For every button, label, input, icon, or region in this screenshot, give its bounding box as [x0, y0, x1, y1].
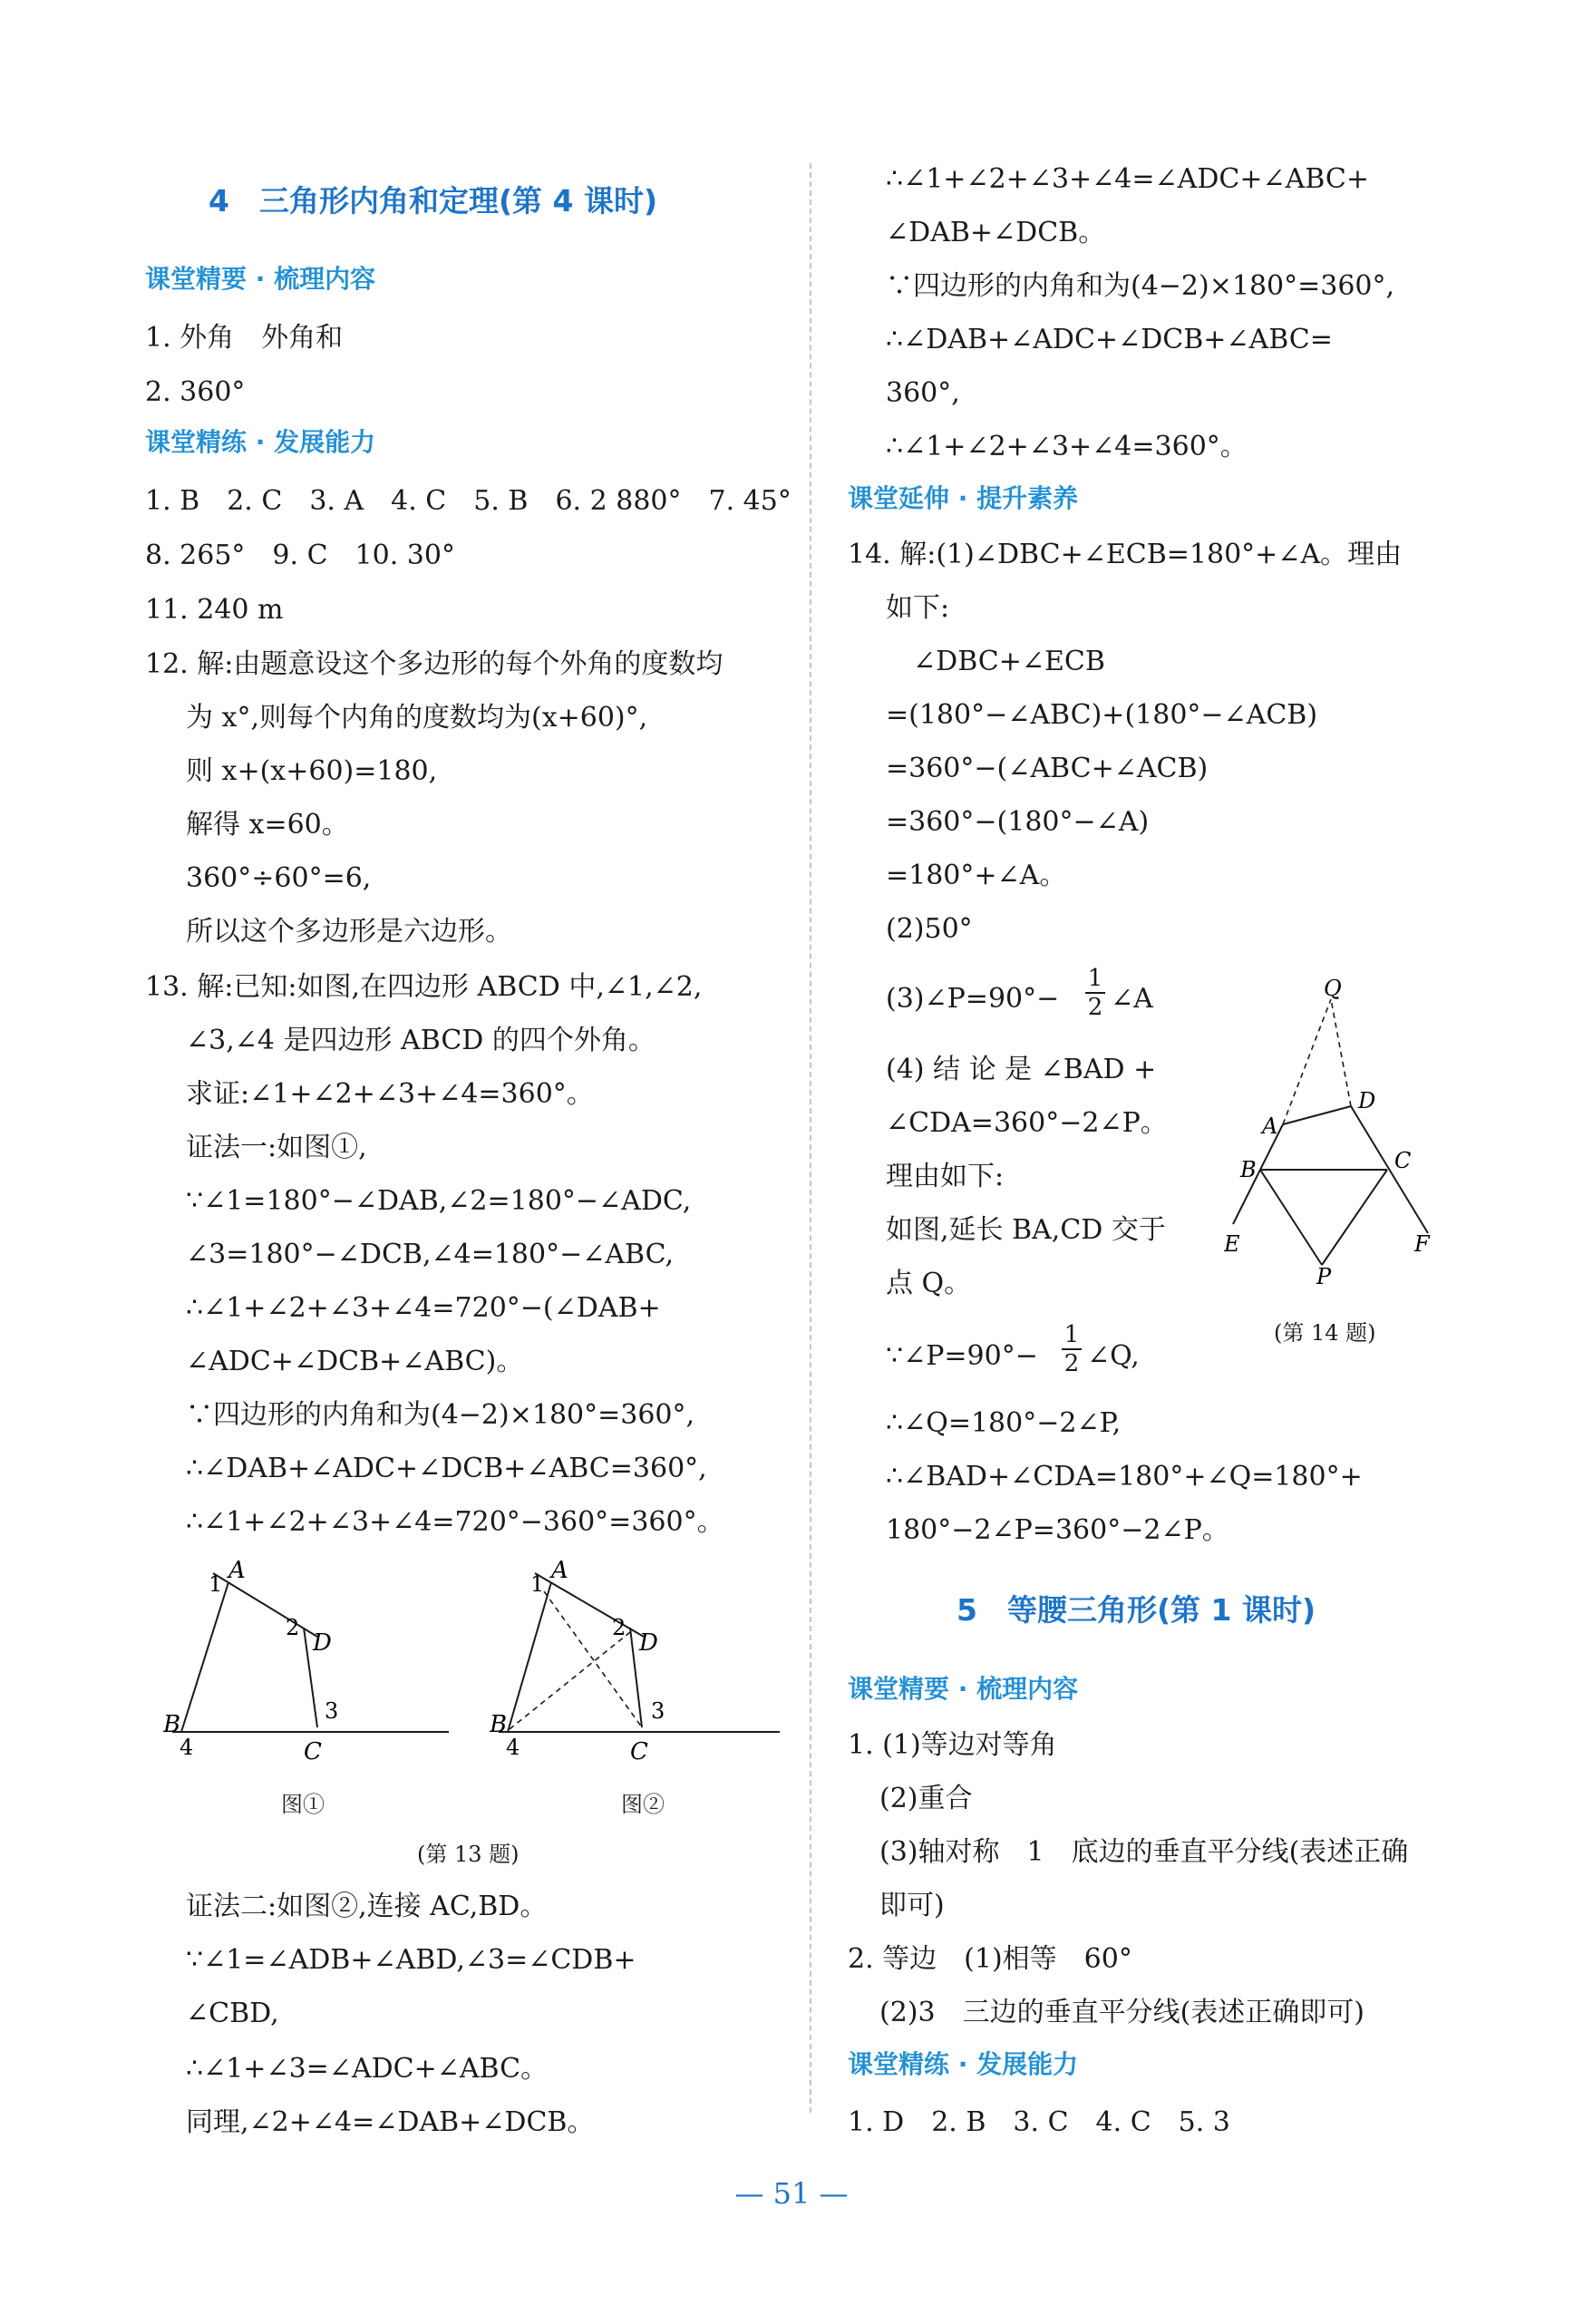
answer-line: 360°÷60°=6,: [186, 862, 372, 894]
heading-key-points-2: 课堂精要 · 梳理内容: [848, 1674, 1079, 1704]
answer-line: 点 Q。: [886, 1268, 972, 1299]
answer-line: =(180°−∠ABC)+(180°−∠ACB): [886, 699, 1318, 731]
answer-line: ∠ADC+∠DCB+∠ABC)。: [186, 1346, 524, 1377]
answer-line: ∠DBC+∠ECB: [913, 646, 1105, 677]
section-title-4: 4 三角形内角和定理(第 4 课时): [209, 183, 658, 219]
answer-line: 证法二:如图②,连接 AC,BD。: [186, 1891, 548, 1922]
answer-line: 13. 解:已知:如图,在四边形 ABCD 中,∠1,∠2,: [145, 971, 703, 1003]
angle-3: 3: [325, 1698, 339, 1724]
fraction: [1062, 1321, 1082, 1377]
point-C: C: [1394, 1148, 1412, 1173]
answer-line: (3)轴对称 1 底边的垂直平分线(表述正确: [879, 1836, 1409, 1868]
answer-line: 8. 265° 9. C 10. 30°: [145, 540, 455, 571]
point-B: B: [1240, 1157, 1257, 1182]
answer-line: ∠DAB+∠DCB。: [886, 217, 1106, 248]
answer-line: ∴∠DAB+∠ADC+∠DCB+∠ABC=: [886, 324, 1333, 355]
page-number: — 51 —: [734, 2176, 849, 2211]
answer-line: 所以这个多边形是六边形。: [186, 916, 512, 948]
answer-line: 12. 解:由题意设这个多边形的每个外角的度数均: [145, 648, 724, 680]
answer-line: ∠CBD,: [186, 1998, 279, 2029]
figure-caption-14: (第 14 题): [1274, 1320, 1376, 1346]
answer-line: (3)∠P=90°−: [886, 983, 1060, 1015]
answer-line: 同理,∠2+∠4=∠DAB+∠DCB。: [186, 2106, 595, 2138]
answer-line: ∠CDA=360°−2∠P。: [886, 1107, 1168, 1139]
angle-4: 4: [506, 1735, 520, 1760]
answer-line: 求证:∠1+∠2+∠3+∠4=360°。: [186, 1078, 594, 1110]
answer-line: ∠Q,: [1087, 1340, 1140, 1372]
angle-2: 2: [286, 1615, 300, 1640]
answer-line: 解得 x=60。: [186, 809, 349, 841]
figure-label-2: 图②: [621, 1792, 665, 1817]
answer-line: 2. 等边 (1)相等 60°: [848, 1943, 1132, 1975]
fraction-denominator: 2: [1062, 1348, 1082, 1377]
answer-line: 如图,延长 BA,CD 交于: [886, 1214, 1166, 1246]
answer-line: =360°−(180°−∠A): [886, 806, 1150, 838]
answer-line: 14. 解:(1)∠DBC+∠ECB=180°+∠A。理由: [848, 539, 1403, 570]
answer-line: ∴∠1+∠3=∠ADC+∠ABC。: [186, 2053, 549, 2085]
point-A: A: [228, 1557, 246, 1584]
figure-14: [1224, 979, 1437, 1288]
point-D: D: [639, 1629, 658, 1657]
column-divider: [810, 163, 811, 2113]
answer-line: (2)3 三边的垂直平分线(表述正确即可): [879, 1997, 1364, 2028]
answer-line: 11. 240 m: [145, 594, 284, 626]
point-D: D: [1358, 1088, 1376, 1113]
answer-line: ∴∠1+∠2+∠3+∠4=720°−(∠DAB+: [186, 1292, 661, 1324]
point-D: D: [313, 1629, 332, 1657]
answer-line: (2)50°: [886, 913, 973, 945]
answer-line: 180°−2∠P=360°−2∠P。: [886, 1514, 1229, 1546]
answer-line: ∴∠Q=180°−2∠P,: [886, 1407, 1122, 1439]
answer-line: 即可): [879, 1890, 945, 1921]
answer-line: ∴∠1+∠2+∠3+∠4=720°−360°=360°。: [186, 1506, 724, 1538]
point-B: B: [163, 1711, 181, 1738]
point-Q: Q: [1324, 979, 1342, 1001]
answer-line: ∵四边形的内角和为(4−2)×180°=360°,: [886, 270, 1395, 302]
answer-line: 1. (1)等边对等角: [848, 1729, 1057, 1761]
figure-caption-13: (第 13 题): [417, 1842, 520, 1867]
heading-practice: 课堂精练 · 发展能力: [145, 427, 376, 457]
point-B: B: [490, 1711, 508, 1738]
point-C: C: [630, 1738, 648, 1765]
answer-line: 360°,: [886, 377, 960, 409]
answer-line: ∠3=180°−∠DCB,∠4=180°−∠ABC,: [186, 1239, 675, 1270]
point-E: E: [1224, 1231, 1240, 1257]
answer-line: 1. 外角 外角和: [145, 322, 344, 354]
answer-line: 2. 360°: [145, 376, 246, 408]
answer-line: ∠A: [1111, 983, 1153, 1015]
answer-line: ∴∠1+∠2+∠3+∠4=360°。: [886, 431, 1248, 462]
point-F: F: [1414, 1231, 1430, 1257]
angle-1: 1: [209, 1571, 223, 1597]
point-C: C: [304, 1738, 322, 1765]
fraction-denominator: 2: [1085, 992, 1105, 1021]
answer-line: 如下:: [886, 592, 950, 624]
heading-key-points: 课堂精要 · 梳理内容: [145, 264, 376, 294]
answer-line: ∵∠1=∠ADB+∠ABD,∠3=∠CDB+: [186, 1944, 636, 1976]
answer-line: 1. B 2. C 3. A 4. C 5. B 6. 2 880° 7. 45°: [145, 485, 792, 517]
answer-line: =180°+∠A。: [886, 860, 1067, 891]
answer-line: (4) 结 论 是 ∠BAD +: [886, 1054, 1157, 1085]
answer-line: ∵四边形的内角和为(4−2)×180°=360°,: [186, 1399, 695, 1431]
angle-1: 1: [530, 1571, 545, 1597]
angle-4: 4: [180, 1735, 194, 1760]
figure-13-2: [490, 1555, 789, 1773]
answer-line: 证法一:如图①,: [186, 1132, 367, 1163]
answer-line: ∴∠BAD+∠CDA=180°+∠Q=180°+: [886, 1461, 1363, 1493]
answer-line: ∴∠DAB+∠ADC+∠DCB+∠ABC=360°,: [186, 1453, 707, 1484]
answer-line: 1. D 2. B 3. C 4. C 5. 3: [848, 2106, 1230, 2138]
point-A: A: [551, 1557, 568, 1584]
answer-line: ∵∠P=90°−: [886, 1340, 1038, 1372]
section-title-5: 5 等腰三角形(第 1 课时): [957, 1592, 1316, 1628]
point-A: A: [1262, 1113, 1278, 1139]
answer-line: (2)重合: [879, 1783, 973, 1814]
fraction-numerator: 1: [1087, 965, 1103, 992]
fraction-numerator: 1: [1063, 1321, 1080, 1348]
figure-label-1: 图①: [281, 1792, 325, 1817]
answer-line: 理由如下:: [886, 1161, 1005, 1192]
answer-line: ∵∠1=180°−∠DAB,∠2=180°−∠ADC,: [186, 1185, 692, 1217]
angle-2: 2: [612, 1615, 626, 1640]
heading-practice-2: 课堂精练 · 发展能力: [848, 2049, 1079, 2079]
angle-3: 3: [651, 1698, 665, 1724]
answer-line: =360°−(∠ABC+∠ACB): [886, 753, 1209, 784]
answer-line: ∠3,∠4 是四边形 ABCD 的四个外角。: [186, 1025, 656, 1056]
heading-extension: 课堂延伸 · 提升素养: [848, 483, 1079, 513]
answer-line: 则 x+(x+60)=180,: [186, 755, 438, 787]
point-P: P: [1316, 1264, 1332, 1288]
fraction: [1085, 965, 1105, 1021]
answer-line: 为 x°,则每个内角的度数均为(x+60)°,: [186, 702, 648, 734]
answer-line: ∴∠1+∠2+∠3+∠4=∠ADC+∠ABC+: [886, 163, 1369, 195]
figure-13-1: [163, 1555, 462, 1773]
